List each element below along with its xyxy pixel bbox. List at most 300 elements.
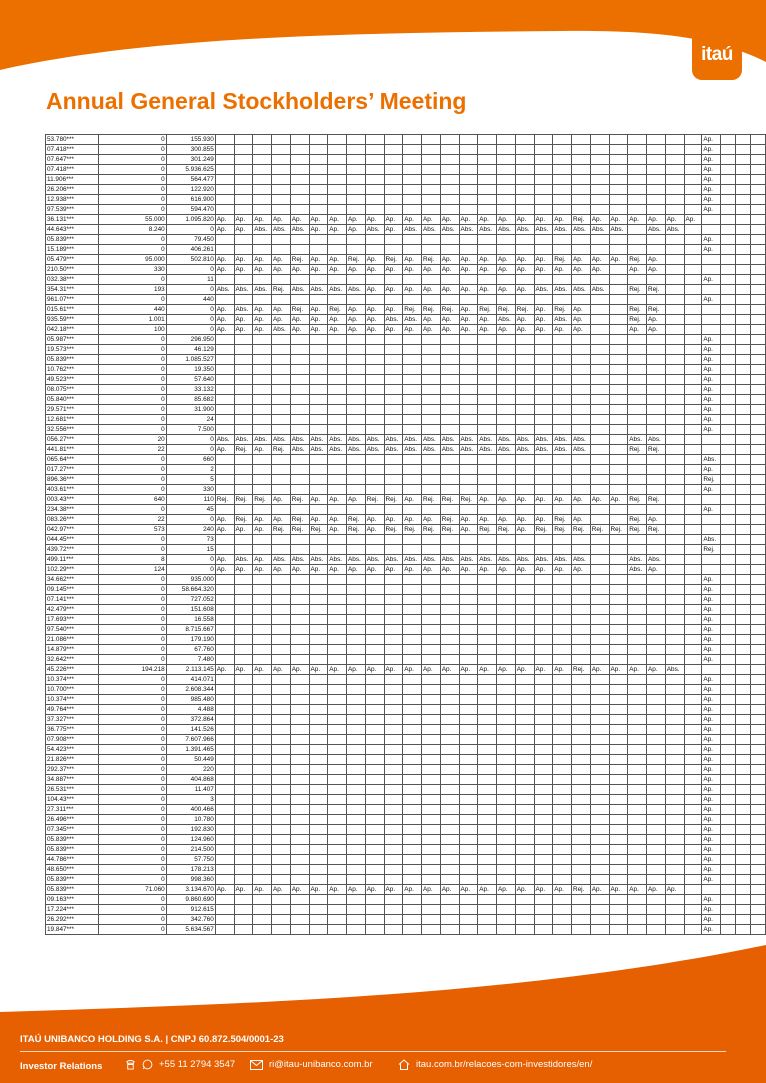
vote-cell: Ap. [647,665,666,675]
vote-cell [309,535,328,545]
vote-cell [215,175,234,185]
vote-cell: Ap. [702,365,721,375]
vote-cell [628,415,647,425]
vote-cell [272,655,291,665]
table-row [46,375,766,385]
vote-cell: Abs. [497,555,516,565]
vote-cell [365,465,384,475]
vote-cell [290,275,309,285]
vote-cell [215,505,234,515]
vote-cell [272,855,291,865]
vote-cell [459,645,478,655]
vote-cell [665,905,684,915]
vote-cell [478,805,497,815]
shares-cell: 0 [98,865,166,875]
vote-cell [328,745,347,755]
vote-cell: Ap. [702,635,721,645]
vote-cell [234,645,253,655]
vote-cell [478,795,497,805]
vote-cell [422,345,441,355]
vote-cell [515,585,534,595]
vote-cell [628,695,647,705]
vote-cell [422,685,441,695]
vote-cell: Ap. [328,565,347,575]
vote-cell [736,755,751,765]
vote-cell [750,445,765,455]
vote-cell [234,535,253,545]
vote-cell [328,925,347,935]
vote-cell [497,475,516,485]
vote-cell: Ap. [702,725,721,735]
vote-cell [403,475,422,485]
vote-cell [736,895,751,905]
vote-cell [290,915,309,925]
vote-cell [628,585,647,595]
vote-cell [478,715,497,725]
vote-cell [440,845,459,855]
vote-cell [684,525,702,535]
shares-cell: 616.900 [166,195,215,205]
shares-cell: 0 [166,445,215,455]
shareholder-id-cell: 15.189*** [46,245,99,255]
vote-cell [684,885,702,895]
vote-cell [459,245,478,255]
vote-cell: Ap. [290,885,309,895]
vote-cell: Abs. [234,305,253,315]
vote-cell: Rej. [628,525,647,535]
vote-cell [253,855,272,865]
vote-cell [459,235,478,245]
vote-cell: Rej. [422,525,441,535]
vote-cell [572,715,591,725]
table-row [46,235,766,245]
vote-cell [515,345,534,355]
vote-cell [572,485,591,495]
vote-cell [215,735,234,745]
vote-cell: Ap. [572,305,591,315]
vote-cell [750,465,765,475]
shares-cell: 7.607.966 [166,735,215,745]
table-row [46,385,766,395]
vote-cell: Ap. [422,515,441,525]
shareholder-id-cell: 05.839*** [46,885,99,895]
shares-cell: 0 [98,475,166,485]
vote-cell [590,415,609,425]
shareholder-id-cell: 29.571*** [46,405,99,415]
vote-cell [736,685,751,695]
vote-cell [665,375,684,385]
vote-cell [684,375,702,385]
vote-cell: Ap. [553,665,572,675]
vote-cell: Ap. [572,325,591,335]
vote-cell [647,855,666,865]
email-contact[interactable] [250,1059,373,1070]
vote-cell [309,465,328,475]
vote-cell [309,595,328,605]
vote-cell [422,605,441,615]
vote-cell: Ap. [253,515,272,525]
vote-cell [721,145,736,155]
vote-cell [422,895,441,905]
vote-cell [702,305,721,315]
vote-cell [215,375,234,385]
vote-cell [459,615,478,625]
shares-cell: 0 [98,595,166,605]
vote-cell: Abs. [234,435,253,445]
vote-cell [534,335,553,345]
vote-cell: Ap. [459,515,478,525]
vote-cell [459,505,478,515]
vote-cell [234,755,253,765]
vote-cell [403,725,422,735]
vote-cell [422,405,441,415]
vote-cell [553,425,572,435]
vote-cell [328,785,347,795]
vote-cell [384,415,403,425]
vote-cell [553,925,572,935]
shareholder-id-cell: 34.887*** [46,775,99,785]
vote-cell [384,675,403,685]
vote-cell: Rej. [478,305,497,315]
shares-cell: 179.190 [166,635,215,645]
table-row [46,735,766,745]
vote-cell [736,775,751,785]
vote-cell [309,585,328,595]
vote-cell: Rej. [234,495,253,505]
vote-cell [721,605,736,615]
vote-cell [665,565,684,575]
vote-cell [609,425,628,435]
vote-cell [384,795,403,805]
vote-cell: Abs. [553,285,572,295]
vote-cell [459,925,478,935]
table-row [46,575,766,585]
vote-cell [702,525,721,535]
vote-cell: Abs. [497,445,516,455]
table-row [46,365,766,375]
vote-cell [665,425,684,435]
vote-cell [253,915,272,925]
vote-cell [721,735,736,745]
shareholder-id-cell: 36.775*** [46,725,99,735]
vote-cell [384,745,403,755]
vote-cell [684,805,702,815]
vote-cell: Rej. [215,495,234,505]
vote-cell [684,325,702,335]
shareholder-id-cell: 12.938*** [46,195,99,205]
vote-cell [628,405,647,415]
vote-cell [328,655,347,665]
vote-cell [215,455,234,465]
vote-cell [684,635,702,645]
vote-cell [609,385,628,395]
table-row [46,805,766,815]
vote-cell: Rej. [647,495,666,505]
vote-cell: Ap. [609,885,628,895]
vote-cell: Abs. [290,225,309,235]
vote-cell [347,365,366,375]
vote-cell [403,895,422,905]
vote-cell [647,785,666,795]
shareholder-id-cell: 42.479*** [46,605,99,615]
vote-cell: Ap. [422,325,441,335]
table-row [46,715,766,725]
vote-cell [572,875,591,885]
vote-cell [215,485,234,495]
vote-cell: Ap. [234,315,253,325]
vote-cell [272,625,291,635]
vote-cell [665,275,684,285]
shares-cell: 124.960 [166,835,215,845]
vote-cell: Ap. [403,495,422,505]
vote-cell: Ap. [572,515,591,525]
vote-cell [684,575,702,585]
vote-cell: Abs. [515,445,534,455]
vote-cell [684,895,702,905]
vote-cell [750,595,765,605]
shares-cell: 5.634.567 [166,925,215,935]
vote-cell: Ap. [215,305,234,315]
website-link[interactable] [398,1059,592,1070]
vote-cell [272,415,291,425]
table-row [46,705,766,715]
vote-cell: Ap. [422,315,441,325]
vote-cell [721,615,736,625]
vote-cell: Ap. [365,325,384,335]
shares-cell: 220 [166,765,215,775]
table-row [46,855,766,865]
phone-contact[interactable] [125,1059,235,1070]
vote-cell [684,615,702,625]
vote-cell [572,785,591,795]
vote-cell [253,755,272,765]
vote-cell [736,845,751,855]
table-row [46,635,766,645]
shares-cell: 0 [98,545,166,555]
vote-cell [497,195,516,205]
vote-cell [553,475,572,485]
vote-cell [403,755,422,765]
vote-cell: Ap. [497,515,516,525]
vote-cell [403,655,422,665]
vote-cell [365,605,384,615]
vote-cell [572,185,591,195]
vote-cell [665,305,684,315]
vote-cell [721,185,736,195]
vote-cell [647,845,666,855]
vote-cell [750,425,765,435]
vote-cell [609,825,628,835]
vote-cell [478,705,497,715]
vote-cell [328,685,347,695]
vote-cell [750,495,765,505]
vote-cell [478,655,497,665]
vote-cell [702,315,721,325]
vote-cell [365,505,384,515]
vote-cell [328,505,347,515]
vote-cell [459,685,478,695]
vote-cell [272,605,291,615]
vote-cell [459,455,478,465]
vote-cell: Ap. [702,175,721,185]
vote-cell [422,195,441,205]
vote-cell [440,685,459,695]
vote-cell: Ap. [422,885,441,895]
vote-cell [347,585,366,595]
shares-cell: 998.360 [166,875,215,885]
vote-cell [365,835,384,845]
vote-cell [647,455,666,465]
vote-cell: Ap. [403,665,422,675]
vote-cell [534,805,553,815]
vote-cell [290,295,309,305]
vote-cell [478,195,497,205]
vote-cell [684,275,702,285]
vote-cell [702,515,721,525]
vote-cell [647,205,666,215]
vote-cell [609,545,628,555]
vote-cell: Abs. [647,555,666,565]
vote-cell [215,645,234,655]
vote-cell [497,345,516,355]
shares-cell: 67.760 [166,645,215,655]
vote-cell: Ap. [253,665,272,675]
vote-cell: Ap. [309,215,328,225]
vote-cell [215,475,234,485]
vote-cell [553,865,572,875]
vote-cell [347,145,366,155]
vote-cell: Abs. [403,445,422,455]
vote-cell [478,635,497,645]
vote-cell [272,775,291,785]
vote-cell [590,685,609,695]
shares-cell: 0 [98,575,166,585]
vote-cell: Abs. [478,555,497,565]
vote-cell [459,635,478,645]
vote-cell: Ap. [702,335,721,345]
vote-cell [609,325,628,335]
vote-cell [647,575,666,585]
shares-cell: 11.407 [166,785,215,795]
vote-cell [309,235,328,245]
vote-cell [440,905,459,915]
vote-cell [422,825,441,835]
vote-cell [534,245,553,255]
vote-cell: Ap. [272,255,291,265]
vote-cell [309,545,328,555]
vote-cell [422,725,441,735]
vote-cell [215,715,234,725]
vote-cell [478,855,497,865]
vote-cell [365,245,384,255]
vote-cell [347,135,366,145]
vote-cell [647,745,666,755]
vote-cell [347,465,366,475]
vote-cell: Ap. [478,285,497,295]
table-row [46,765,766,775]
vote-cell [590,385,609,395]
vote-cell [534,235,553,245]
shares-cell: 330 [166,485,215,495]
shares-cell: 0 [98,835,166,845]
vote-cell [309,725,328,735]
vote-cell: Ap. [365,315,384,325]
vote-cell [590,245,609,255]
vote-cell [515,235,534,245]
table-row [46,685,766,695]
vote-cell [459,745,478,755]
vote-cell [234,735,253,745]
vote-cell [347,235,366,245]
shareholder-id-cell: 07.141*** [46,595,99,605]
shares-cell: 0 [98,605,166,615]
vote-cell [365,765,384,775]
vote-cell: Ap. [290,315,309,325]
vote-cell [609,265,628,275]
vote-cell [478,205,497,215]
vote-cell [422,585,441,595]
shares-cell: 342.760 [166,915,215,925]
vote-cell [215,235,234,245]
shareholder-id-cell: 05.839*** [46,235,99,245]
vote-cell [478,595,497,605]
vote-cell [422,145,441,155]
vote-cell [478,845,497,855]
vote-cell [665,145,684,155]
vote-cell [384,165,403,175]
vote-cell [422,815,441,825]
vote-cell: Ap. [515,265,534,275]
shareholder-id-cell: 015.61*** [46,305,99,315]
vote-cell [497,755,516,765]
vote-cell [736,315,751,325]
vote-cell [515,195,534,205]
phone-icon [125,1059,136,1070]
vote-cell [215,655,234,665]
vote-cell [628,785,647,795]
shares-cell: 0 [98,915,166,925]
vote-cell: Ap. [702,645,721,655]
vote-cell [403,765,422,775]
vote-cell [572,805,591,815]
vote-cell [590,155,609,165]
vote-cell [422,415,441,425]
vote-cell [234,195,253,205]
vote-cell: Rej. [440,305,459,315]
vote-cell [609,855,628,865]
vote-cell [665,785,684,795]
shares-cell: 0 [98,855,166,865]
vote-cell [515,295,534,305]
vote-cell [234,235,253,245]
vote-cell [497,745,516,755]
shares-cell: 85.682 [166,395,215,405]
vote-cell [609,395,628,405]
vote-cell [590,645,609,655]
vote-cell [515,755,534,765]
vote-cell [497,185,516,195]
vote-cell [478,365,497,375]
vote-cell [736,605,751,615]
vote-cell: Ap. [215,255,234,265]
vote-cell: Ap. [497,495,516,505]
vote-cell [253,205,272,215]
vote-cell [572,635,591,645]
vote-cell [609,315,628,325]
vote-cell [347,295,366,305]
vote-cell [309,245,328,255]
vote-cell: Ap. [440,885,459,895]
